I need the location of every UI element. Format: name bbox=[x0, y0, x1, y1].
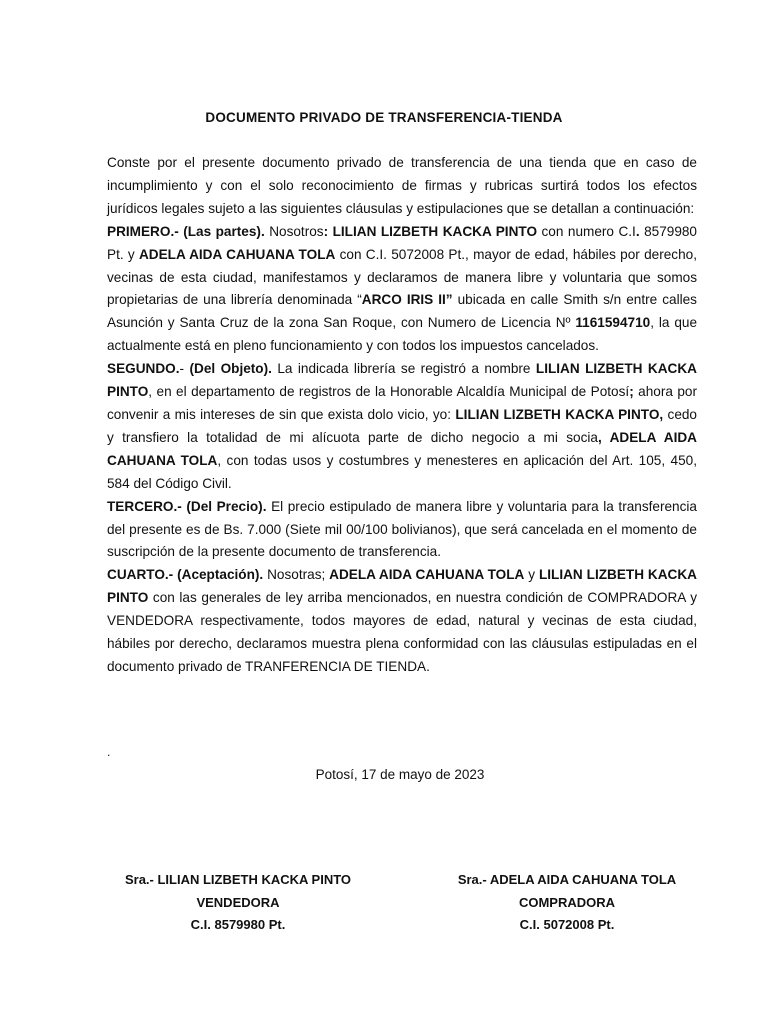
signer-id: C.I. 5072008 Pt. bbox=[519, 917, 615, 932]
signer-id: C.I. 8579980 Pt. bbox=[190, 917, 286, 932]
bold-run: LILIAN LIZBETH KACKA PINTO bbox=[107, 567, 698, 606]
clause-cuarto bbox=[107, 564, 697, 679]
text-run: La indicada librería se registró a nombre bbox=[271, 361, 536, 377]
clause-label: PRIMERO.- (Las partes). bbox=[107, 223, 265, 239]
signer-role: VENDEDORA bbox=[196, 894, 280, 910]
clause-primero bbox=[107, 221, 697, 358]
bold-run: : LILIAN LIZBETH KACKA PINTO bbox=[323, 223, 538, 239]
text-run: El precio estipulado de manera libre y voluntaria para la transferencia del presente es de Bs. 7.000 (Siete mil 00/100 bolivianos), que será cancelada en el momento de suscripción de la presente documento de transferencia. bbox=[107, 498, 697, 560]
text-run: Nosotras; bbox=[263, 567, 330, 583]
clause-text bbox=[107, 224, 697, 354]
intro-paragraph: Conste por el presente documento privado de transferencia de una tienda que en caso de incumplimiento y con el solo reconocimiento de firmas y rubricas surtirá todos los efectos jurídicos legales sujeto a las siguientes cláusulas y estipulaciones que se detallan a continuación: bbox=[107, 155, 697, 216]
text-run: , en el departamento de registros de la Honorable Alcaldía Municipal de Potosí bbox=[148, 384, 630, 400]
text-run: con las generales de ley arriba mencionados, en nuestra condición de COMPRADORA y VENDEDORA respectivamente, todos mayores de edad, natural y vecinas de esta ciudad, hábiles por derecho, declaramos muestra plena conformidad con las cláusulas estipuladas en el documento privado de TRANFERENCIA DE TIENDA. bbox=[107, 590, 697, 674]
bold-run: ADELA AIDA CAHUANA TOLA bbox=[138, 246, 336, 262]
signature-block-buyer bbox=[432, 869, 702, 937]
bold-run: LILIAN LIZBETH KACKA PINTO bbox=[107, 361, 697, 400]
clause-text bbox=[107, 567, 697, 674]
signer-name: Sra.- LILIAN LIZBETH KACKA PINTO bbox=[124, 872, 352, 887]
clause-label: SEGUNDO. bbox=[107, 361, 180, 377]
clause-segundo bbox=[107, 358, 697, 495]
document-body bbox=[107, 152, 697, 679]
clause-text bbox=[107, 361, 697, 491]
text-run: , con todas usos y costumbres y menesteres en aplicación del Art. 105, 450, 584 del Código Civil. bbox=[107, 452, 697, 491]
clause-tercero bbox=[107, 496, 697, 565]
text-run: ahora por convenir a mis intereses de sin que exista dolo vicio, yo: bbox=[107, 384, 698, 422]
text-run: , la que actualmente está en pleno funcionamiento y con todos los impuestos cancelados. bbox=[107, 315, 698, 354]
text-run: 8579980 Pt. y bbox=[107, 223, 697, 262]
clause-label: TERCERO.- (Del Precio). bbox=[107, 498, 267, 514]
bold-run: LILIAN LIZBETH KACKA PINTO, bbox=[455, 406, 664, 422]
bold-run: ARCO IRIS II” bbox=[361, 292, 453, 308]
clause-label: CUARTO.- (Aceptación). bbox=[107, 567, 264, 583]
text-run: cedo y transfiero la totalidad de mi alícuota parte de dicho negocio a mi socia bbox=[107, 406, 697, 445]
text-run: con C.I. 5072008 Pt., mayor de edad, hábiles por derecho, vecinas de esta ciudad, manifestamos y declaramos de manera libre y voluntaria que somos propietarias de una librería denominada “ bbox=[107, 246, 698, 308]
signature-block-seller bbox=[100, 869, 376, 937]
stray-dot: . bbox=[107, 745, 111, 759]
bold-run: , ADELA AIDA CAHUANA TOLA bbox=[107, 429, 697, 468]
bold-run: ; bbox=[629, 384, 634, 400]
signer-role: COMPRADORA bbox=[518, 894, 616, 910]
bold-run: 1161594710 bbox=[575, 315, 651, 331]
text-run: ubicada en calle Smith s/n entre calles Asunción y Santa Cruz de la zona San Roque, con Numero de Licencia Nº bbox=[107, 292, 697, 331]
bold-run: (Del Objeto). bbox=[189, 361, 272, 377]
text-run: - bbox=[179, 361, 190, 377]
place-date: Potosí, 17 de mayo de 2023 bbox=[315, 767, 485, 782]
bold-run: ADELA AIDA CAHUANA TOLA bbox=[329, 567, 525, 583]
text-run: con numero C.I bbox=[537, 223, 636, 239]
document-title: DOCUMENTO PRIVADO DE TRANSFERENCIA-TIENDA bbox=[205, 110, 563, 125]
signer-name: Sra.- ADELA AIDA CAHUANA TOLA bbox=[457, 872, 677, 887]
bold-run: . bbox=[635, 223, 640, 239]
text-run: y bbox=[524, 567, 539, 583]
text-run: Nosotros bbox=[264, 223, 324, 239]
